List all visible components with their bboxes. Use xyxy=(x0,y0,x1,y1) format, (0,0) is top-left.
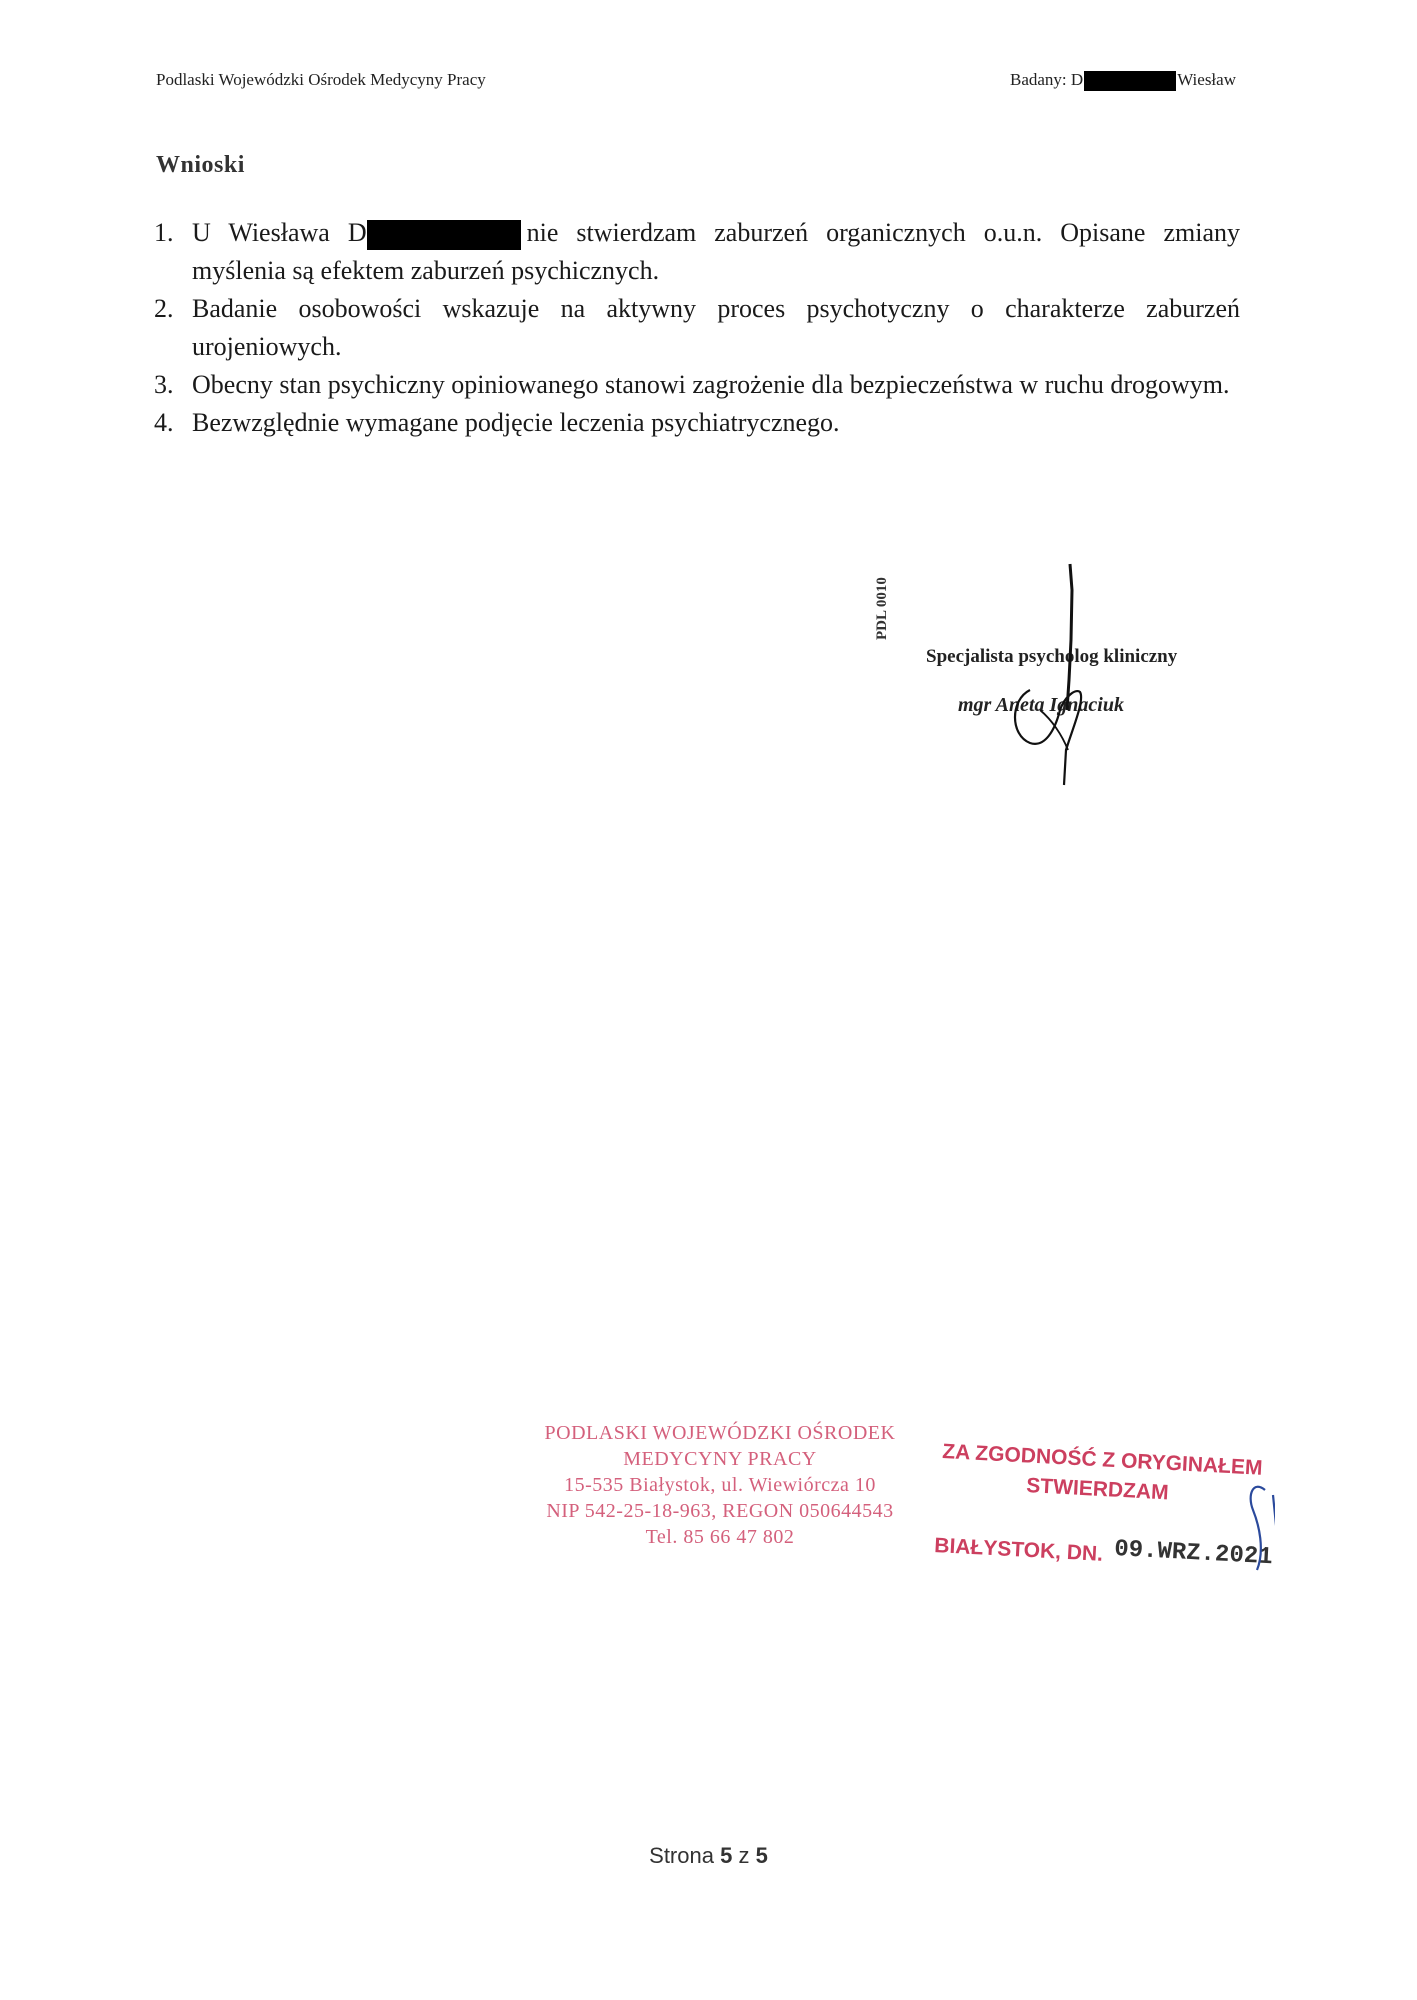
conformity-date: 09.WRZ.2021 xyxy=(1113,1536,1274,1572)
footer-label: Strona xyxy=(649,1843,714,1868)
stamp-line: NIP 542-25-18-963, REGON 050644543 xyxy=(546,1500,894,1522)
conclusion-text: Obecny stan psychiczny opiniowanego stanowi zagrożenie dla bezpieczeństwa w ruchu drogowym. xyxy=(192,370,1230,399)
stamp-line: 15-535 Białystok, ul. Wiewiórcza 10 xyxy=(564,1474,876,1496)
signature-stamp xyxy=(874,560,1220,790)
header-subject xyxy=(1010,70,1236,91)
item-number: 2. xyxy=(154,294,174,323)
page-total: 5 xyxy=(755,1843,768,1868)
conclusions-list xyxy=(154,214,1240,442)
subject-prefix: Badany: D xyxy=(1010,70,1084,89)
handwritten-signature xyxy=(880,560,1220,790)
signer-title: Specjalista psycholog kliniczny xyxy=(926,646,1178,667)
page-footer xyxy=(0,1843,1417,1869)
conclusion-item xyxy=(154,290,1240,366)
conformity-place: BIAŁYSTOK, DN. xyxy=(933,1534,1104,1566)
stamp-line: Tel. 85 66 47 802 xyxy=(645,1526,795,1548)
stamp-line: MEDYCYNY PRACY xyxy=(623,1448,817,1470)
header-institution: Podlaski Wojewódzki Ośrodek Medycyny Pracy xyxy=(156,70,486,89)
conclusion-text-end: nie stwierdzam zaburzeń organicznych o.u.n. Opisane zmiany myślenia są efektem zaburzeń psychicznych. xyxy=(192,218,1240,285)
footer-sep: z xyxy=(738,1843,750,1868)
item-number: 3. xyxy=(154,370,174,399)
item-number: 4. xyxy=(154,408,174,437)
item-number: 1. xyxy=(154,218,174,247)
section-title: Wnioski xyxy=(156,152,245,178)
conclusion-item xyxy=(154,404,1240,442)
stamp-line: PODLASKI WOJEWÓDZKI OŚRODEK xyxy=(544,1422,896,1444)
conformity-line: ZA ZGODNOŚĆ Z ORYGINAŁEM xyxy=(941,1440,1263,1480)
redaction-bar xyxy=(1084,71,1176,91)
conclusion-text-start: U Wiesława D xyxy=(192,218,367,247)
conformity-line: STWIERDZAM xyxy=(1025,1474,1170,1505)
institution-stamp xyxy=(520,1420,920,1550)
conclusion-text: Bezwzględnie wymagane podjęcie leczenia psychiatrycznego. xyxy=(192,408,840,437)
conformity-stamp xyxy=(935,1440,1275,1600)
conclusion-item xyxy=(154,214,1240,290)
page-number: 5 xyxy=(720,1843,733,1868)
conclusion-text: Badanie osobowości wskazuje na aktywny proces psychotyczny o charakterze zaburzeń urojeniowych. xyxy=(192,294,1240,361)
signer-name: mgr Aneta Ignaciuk xyxy=(958,694,1124,716)
redaction-bar xyxy=(367,220,521,250)
stamp-code: PDL 0010 xyxy=(874,577,890,640)
initials-signature xyxy=(935,1440,1275,1600)
subject-name: Wiesław xyxy=(1177,70,1236,89)
conclusion-item xyxy=(154,366,1240,404)
